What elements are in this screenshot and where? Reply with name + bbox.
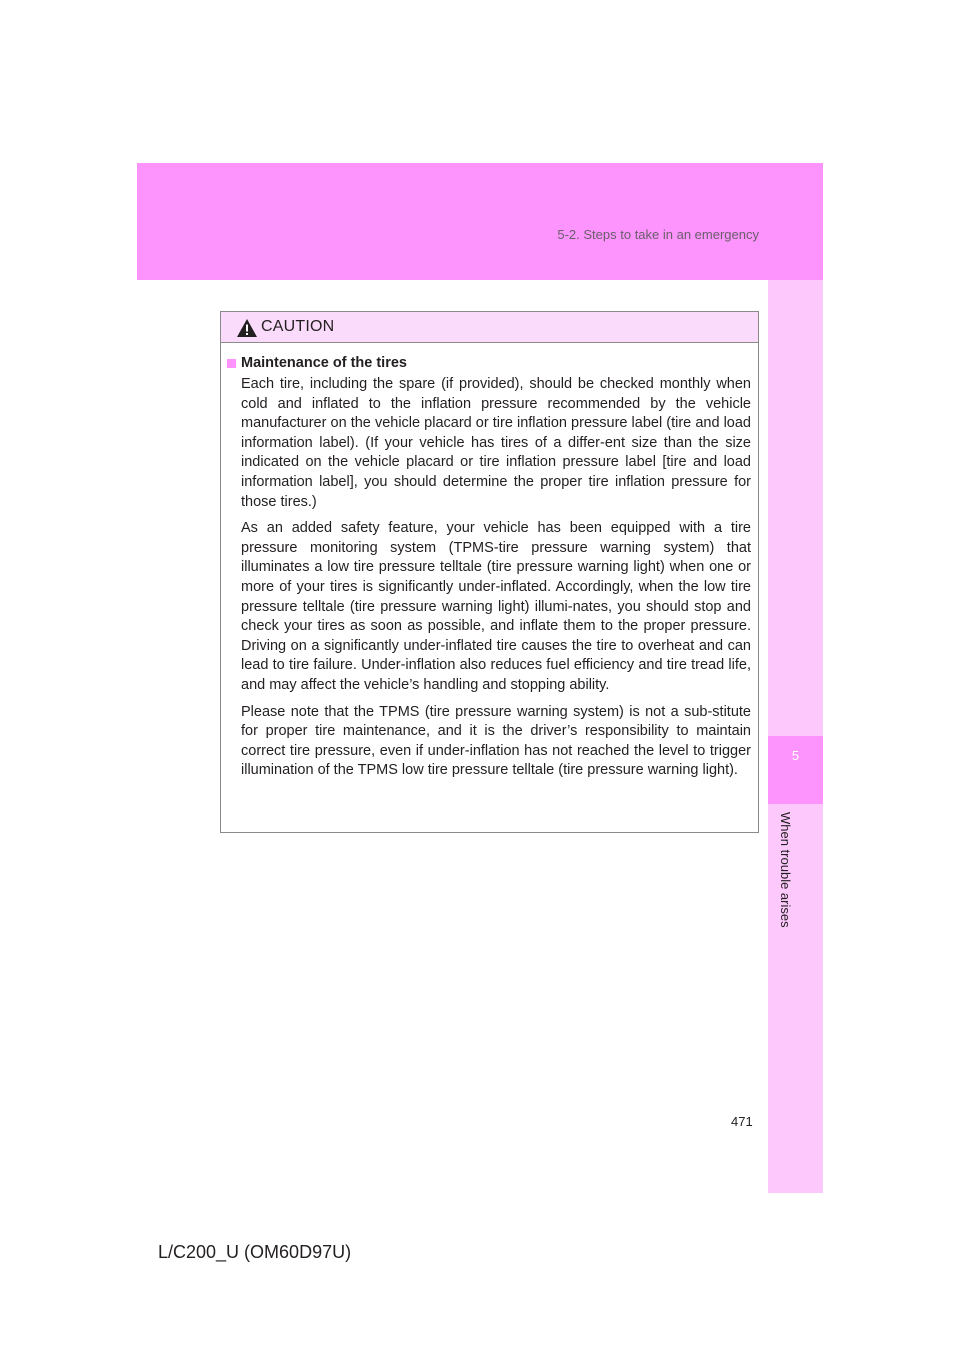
section-label: 5-2. Steps to take in an emergency bbox=[557, 227, 759, 242]
chapter-title: When trouble arises bbox=[778, 812, 793, 928]
caution-body bbox=[221, 343, 758, 781]
paragraph-2: As an added safety feature, your vehicle has been equipped with a tire pressure monitoring system (TPMS-tire pressure warning system) that illuminates a low tire pressure telltale (tire pressure warning light) when one or more of your tires is significantly under-inflated. Accordingly, when the low tire pressure telltale (tire pressure warning light) illumi-nates, you should stop and check your tires as soon as possible, and inflate them to the proper pressure. Driving on a significantly under-inflated tire causes the tire to overheat and can lead to tire failure. Under-inflation also reduces fuel efficiency and tire tread life, and may affect the vehicle’s handling and stopping ability. bbox=[241, 520, 751, 693]
page-number: 471 bbox=[731, 1114, 753, 1129]
document-code: L/C200_U (OM60D97U) bbox=[158, 1242, 352, 1262]
caution-box bbox=[220, 311, 759, 833]
chapter-tab[interactable] bbox=[768, 736, 823, 804]
header-band bbox=[137, 163, 823, 280]
caution-title: CAUTION bbox=[261, 318, 335, 335]
caution-header bbox=[221, 312, 758, 343]
topic-heading-text: Maintenance of the tires bbox=[241, 355, 407, 371]
paragraph-3: Please note that the TPMS (tire pressure warning system) is not a sub-stitute for proper tire maintenance, and it is the driver’s responsibility to maintain correct tire pressure, even if under-inflation has not reached the level to trigger illumination of the TPMS low tire pressure telltale (tire pressure warning light). bbox=[241, 703, 751, 779]
paragraph-1: Each tire, including the spare (if provided), should be checked monthly when cold and inflated to the inflation pressure recommended by the vehicle manufacturer on the vehicle placard or tire inflation pressure label (tire and load information label). (If your vehicle has tires of a differ-ent size than the size indicated on the vehicle placard or tire inflation pressure label [tire and load information label], you should determine the proper tire inflation pressure for those tires.) bbox=[241, 376, 751, 510]
topic-heading bbox=[227, 355, 751, 371]
warning-triangle-icon bbox=[236, 318, 258, 338]
square-bullet-icon bbox=[227, 359, 236, 368]
chapter-number: 5 bbox=[791, 748, 800, 763]
